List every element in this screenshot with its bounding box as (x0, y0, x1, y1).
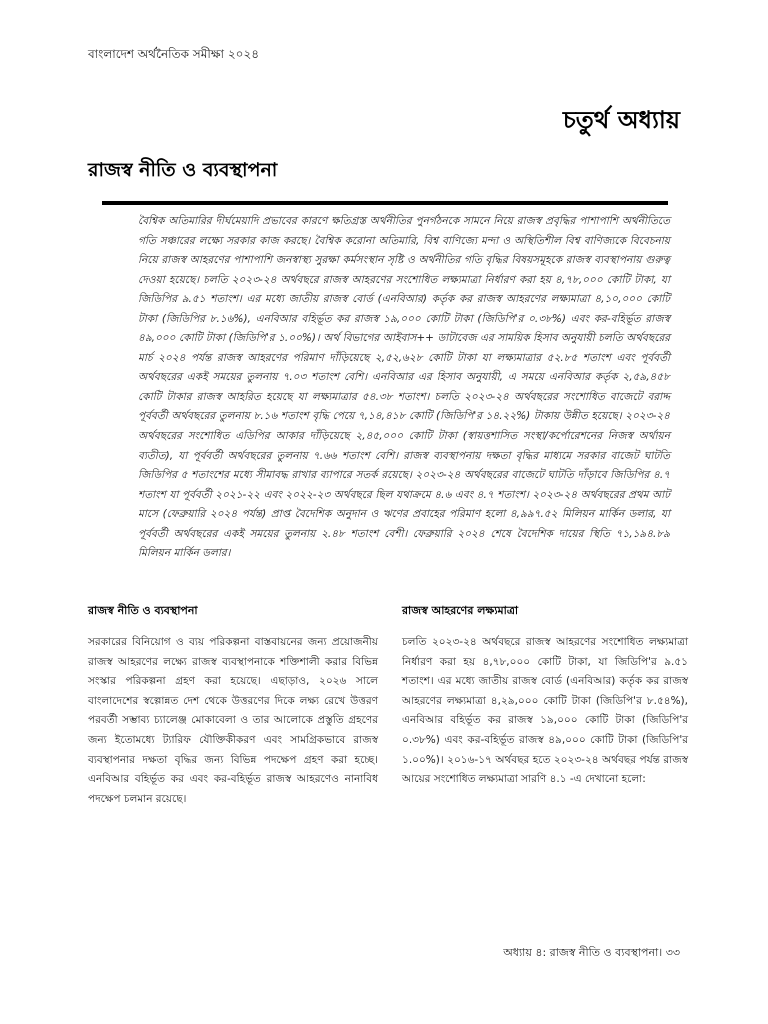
chapter-label: চতুর্থ অধ্যায় (562, 106, 680, 134)
left-column (88, 602, 378, 809)
running-header: বাংলাদেশ অর্থনৈতিক সমীক্ষা ২০২৪ (88, 47, 260, 61)
page-footer: অধ্যায় ৪: রাজস্ব নীতি ও ব্যবস্থাপনা। ৩৩ (503, 946, 680, 959)
right-column-heading: রাজস্ব আহরণের লক্ষ্যমাত্রা (402, 604, 519, 617)
left-column-heading: রাজস্ব নীতি ও ব্যবস্থাপনা (88, 604, 198, 617)
right-column-body: চলতি ২০২৩-২৪ অর্থবছরে রাজস্ব আহরণের সংশোধিত লক্ষ্যমাত্রা নির্ধারণ করা হয় ৪,৭৮,০০০ কোটি টাকা, যা জিডিপি'র ৯.৫১ শতাংশ। এর মধ্যে জাতীয় রাজস্ব বোর্ড (এনবিআর) কর্তৃক কর রাজস্ব আহরণের লক্ষ্যমাত্রা ৪,২৯,০০০ কোটি টাকা (জিডিপি'র ৮.৫৪%), এনবিআর বহির্ভূত কর রাজস্ব ১৯,০০০ কোটি টাকা (জিডিপি'র ০.৩৮%) এবং কর-বহির্ভূত রাজস্ব ৪৯,০০০ কোটি টাকা (জিডিপি'র ১.০০%)। ২০১৬-১৭ অর্থবছর হতে ২০২৩-২৪ অর্থবছর পর্যন্ত রাজস্ব আয়ের সংশোধিত লক্ষ্যমাত্রা সারণি ৪.১ -এ দেখানো হলো: (402, 636, 688, 786)
chapter-title: রাজস্ব নীতি ও ব্যবস্থাপনা (88, 159, 278, 181)
left-column-body: সরকারের বিনিয়োগ ও ব্যয় পরিকল্পনা বাস্তবায়নের জন্য প্রয়োজনীয় রাজস্ব আহরণের লক্ষ্যে রাজস্ব ব্যবস্থাপনাকে শক্তিশালী করার বিভিন্ন সংস্কার পরিকল্পনা গ্রহণ করা হয়েছে। এছাড়াও, ২০২৬ সালে বাংলাদেশের স্বল্পোন্নত দেশ থেকে উত্তরণের দিকে লক্ষ্য রেখে উত্তরণ পরবর্তী সম্ভাব্য চ্যালেঞ্জ মোকাবেলা ও তার আলোকে প্রস্তুতি গ্রহণের জন্য ইতোমধ্যে ট্যারিফ যৌক্তিকীকরণ এবং সামগ্রিকভাবে রাজস্ব ব্যবস্থাপনার দক্ষতা বৃদ্ধির জন্য বিভিন্ন পদক্ষেপ গ্রহণ করা হচ্ছে। এনবিআর বহির্ভূত কর এবং কর-বহির্ভূত রাজস্ব আহরণেও নানাবিধ পদক্ষেপ চলমান রয়েছে। (88, 636, 378, 805)
divider-rule (102, 201, 668, 205)
abstract-paragraph: বৈশ্বিক অতিমারির দীর্ঘমেয়াদি প্রভাবের কারণে ক্ষতিগ্রস্ত অর্থনীতির পুনর্গঠনকে সামনে নিয়ে রাজস্ব প্রবৃদ্ধির পাশাপাশি অর্থনীতিতে গতি সঞ্চারের লক্ষ্যে সরকার কাজ করছে। বৈশ্বিক করোনা অতিমারি, বিশ্ব বাণিজ্যে মন্দা ও অস্থিতিশীল বিশ্ব বাণিজ্যকে বিবেচনায় নিয়ে রাজস্ব আহরণের পাশাপাশি জনস্বাস্থ্য সুরক্ষা কর্মসংস্থান সৃষ্টি ও অর্থনীতির গতি বৃদ্ধির বিষয়সমূহকে রাজস্ব ব্যবস্থাপনায় গুরুত্ব দেওয়া হয়েছে। চলতি ২০২৩-২৪ অর্থবছরে রাজস্ব আহরণের সংশোধিত লক্ষ্যমাত্রা নির্ধারণ করা হয় ৪,৭৮,০০০ কোটি টাকা, যা জিডিপির ৯.৫১ শতাংশ। এর মধ্যে জাতীয় রাজস্ব বোর্ড (এনবিআর) কর্তৃক কর রাজস্ব আহরণের লক্ষ্যমাত্রা ৪,১০,০০০ কোটি টাকা (জিডিপির ৮.১৬%), এনবিআর বহির্ভূত কর রাজস্ব ১৯,০০০ কোটি টাকা (জিডিপি'র ০.৩৮%) এবং কর-বহির্ভূত রাজস্ব ৪৯,০০০ কোটি টাকা (জিডিপি'র ১.০০%)। অর্থ বিভাগের আইবাস++ ডাটাবেজ এর সাময়িক হিসাব অনুযায়ী চলতি অর্থবছরের মার্চ ২০২৪ পর্যন্ত রাজস্ব আহরণের পরিমাণ দাঁড়িয়েছে ২,৫২,৬২৮ কোটি টাকা যা লক্ষ্যমাত্রার ৫২.৮৫ শতাংশ এবং পূর্ববর্তী অর্থবছরের একই সময়ের তুলনায় ৭.০৩ শতাংশ বেশি। এনবিআর এর হিসাব অনুযায়ী, এ সময়ে এনবিআর কর্তৃক ২,৫৯,৪৫৮ কোটি টাকার রাজস্ব আহরিত হয়েছে যা লক্ষ্যমাত্রার ৫৪.৩৮ শতাংশ। চলতি ২০২৩-২৪ অর্থবছরের সংশোধিত বাজেটে বরাদ্দ পূর্ববর্তী অর্থবছরের তুলনায় ৮.১৬ শতাংশ বৃদ্ধি পেয়ে ৭,১৪,৪১৮ কোটি (জিডিপি'র ১৪.২২%) টাকায় উন্নীত হয়েছে। ২০২৩-২৪ অর্থবছরের সংশোধিত এডিপির আকার দাঁড়িয়েছে ২,৪৫,০০০ কোটি টাকা (স্বায়ত্তশাসিত সংস্থা/কর্পোরেশনের নিজস্ব অর্থায়ন ব্যতীত), যা পূর্ববর্তী অর্থবছরের তুলনায় ৭.৬৬ শতাংশ বেশি। রাজস্ব ব্যবস্থাপনায় দক্ষতা বৃদ্ধির মাধ্যমে সরকার বাজেট ঘাটতি জিডিপির ৫ শতাংশের মধ্যে সীমাবদ্ধ রাখার ব্যাপারে সতর্ক রয়েছে। ২০২৩-২৪ অর্থবছরের বাজেটে ঘাটতি দাঁড়াবে জিডিপির ৪.৭ শতাংশ যা পূর্ববর্তী ২০২১-২২ এবং ২০২২-২৩ অর্থবছরে ছিল যথাক্রমে ৪.৬ এবং ৪.৭ শতাংশ। ২০২৩-২৪ অর্থবছরের প্রথম আট মাসে (ফেব্রুয়ারি ২০২৪ পর্যন্ত) প্রাপ্ত বৈদেশিক অনুদান ও ঋণের প্রবাহের পরিমাণ হলো ৪,৯৯৭.৫২ মিলিয়ন মার্কিন ডলার, যা পূর্ববর্তী অর্থবছরের একই সময়ের তুলনায় ২.৪৮ শতাংশ বেশী। ফেব্রুয়ারি ২০২৪ শেষে বৈদেশিক দায়ের স্থিতি ৭১,১৯৪.৮৯ মিলিয়ন মার্কিন ডলার। (138, 215, 670, 560)
right-column (402, 602, 688, 790)
